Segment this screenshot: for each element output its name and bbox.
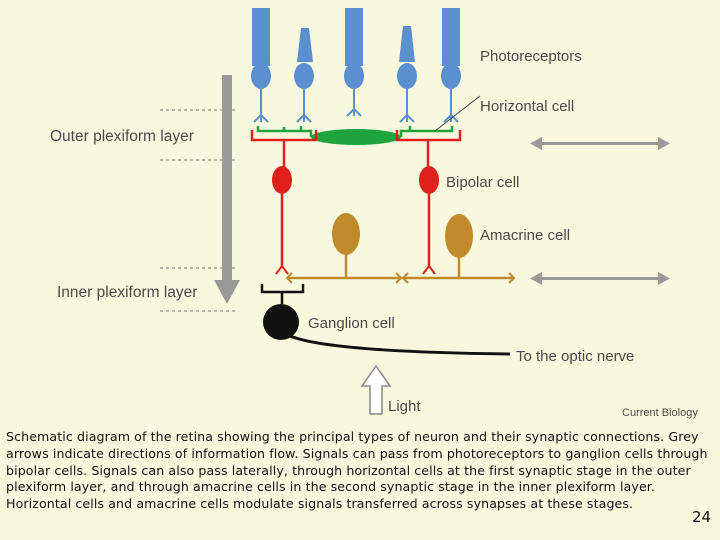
figure-caption: Schematic diagram of the retina showing the principal types of neuron and their synaptic connections. Grey arrows indicate directions of information flow. Signals can pass from photoreceptors to ganglion cells through bipolar cells. Signals can also pass laterally, through horizontal cells at the first synaptic stage in the outer plexiform layer, and through amacrine cells in the second synaptic stage in the inner plexiform layer. Horizontal cells and amacrine cells modulate signals transferred across synapses at these stages. — [6, 429, 708, 512]
label-horizontal-cell: Horizontal cell — [480, 98, 575, 115]
photoreceptor-terminals — [254, 109, 458, 122]
label-amacrine-cell: Amacrine cell — [480, 227, 571, 244]
source-label: Current Biology — [622, 407, 698, 419]
outer-lateral-arrow — [530, 137, 670, 150]
rod-photoreceptor — [344, 8, 364, 116]
bipolar-cells — [252, 130, 460, 274]
cone-photoreceptor — [397, 26, 417, 122]
rod-photoreceptor — [441, 8, 461, 122]
label-ganglion-cell: Ganglion cell — [308, 315, 395, 332]
label-light: Light — [388, 398, 421, 415]
label-optic-nerve: To the optic nerve — [516, 348, 635, 365]
light-arrow-icon — [362, 366, 390, 414]
label-inner-plexiform-layer: Inner plexiform layer — [57, 284, 198, 301]
inner-lateral-arrow — [530, 272, 670, 285]
label-outer-plexiform-layer: Outer plexiform layer — [50, 128, 194, 145]
vertical-flow-arrow — [214, 75, 240, 304]
photoreceptors — [251, 8, 461, 122]
cone-photoreceptor — [294, 28, 314, 122]
amacrine-cells — [287, 213, 514, 283]
slide-number: 24 — [692, 508, 712, 526]
lateral-flow-arrows — [530, 137, 670, 285]
label-photoreceptors: Photoreceptors — [480, 48, 582, 65]
rod-photoreceptor — [251, 8, 271, 122]
label-bipolar-cell: Bipolar cell — [446, 174, 520, 191]
